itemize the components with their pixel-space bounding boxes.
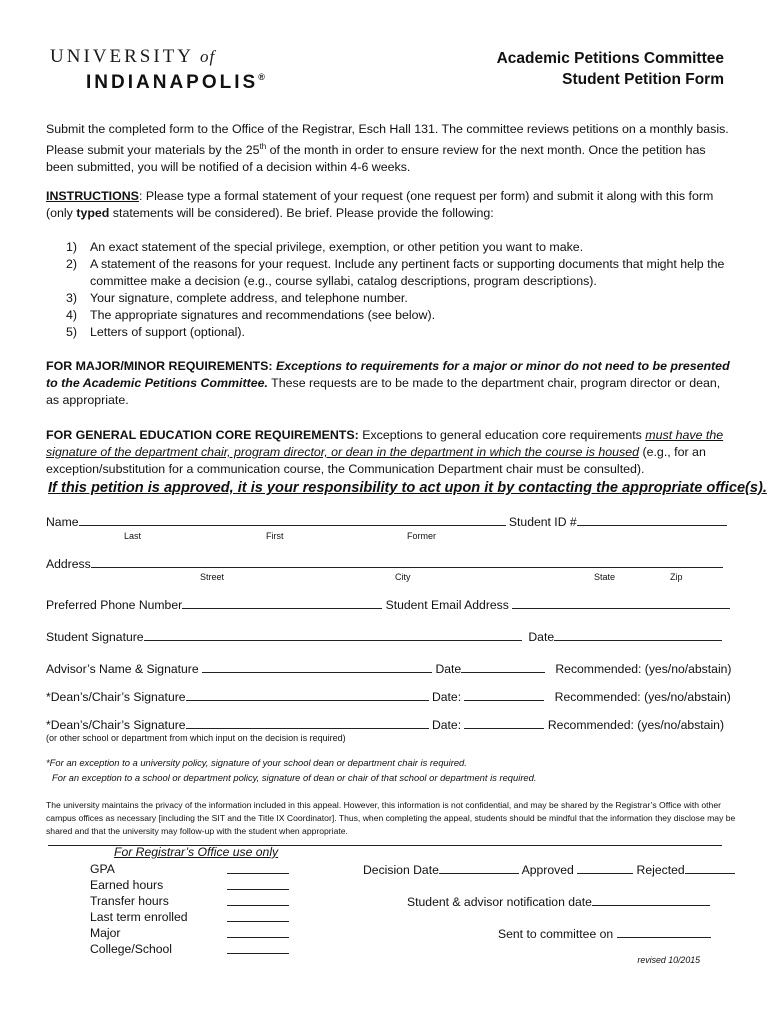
sent-row: [498, 926, 711, 941]
student-signature-field[interactable]: [144, 629, 522, 641]
former-sublabel: Former: [407, 531, 436, 541]
major-label: Major: [90, 926, 121, 940]
privacy-notice: The university maintains the privacy of the information included in this appeal. However, this information is not confidential, and may be shared by the Registrar’s Office with other campus offices as necessary [including the SIT and the Title IX Coordinator]. Thus, when completing the appeal, students should be mindful that the information they disclose may be shared and that the university may follow-up with the student when appropriate.: [46, 800, 736, 836]
street-sublabel: Street: [200, 572, 225, 582]
decision-date-label: Decision Date: [363, 863, 439, 877]
earned-hours-field[interactable]: [227, 878, 289, 890]
dean1-date-label: Date:: [431, 690, 462, 704]
revision-date: revised 10/2015: [637, 955, 700, 965]
dean1-field[interactable]: [186, 689, 429, 701]
registrar-title: For Registrar’s Office use only: [114, 845, 279, 859]
name-label: Name: [46, 515, 79, 529]
college-field[interactable]: [227, 942, 289, 954]
earned-hours-label: Earned hours: [90, 878, 164, 892]
signature-date-label: Date: [528, 630, 555, 644]
dean2-recommendation: Recommended: (yes/no/abstain): [547, 718, 725, 732]
intro-paragraph: Submit the completed form to the Office of the Registrar, Esch Hall 131. The committee reviews petitions on a monthly basis. Please submit your materials by the 25th of the month in order to ensure review for the next month. Once the petition has been submitted, you will be notified of a decision within 4-6 weeks.: [46, 122, 729, 175]
dean2-field[interactable]: [186, 717, 429, 729]
rejected-label: Rejected: [636, 863, 685, 877]
student-id-field[interactable]: [577, 514, 727, 526]
state-sublabel: State: [594, 572, 616, 582]
list-item: 2) A statement of the reasons for your request. Include any pertinent facts or supporting documents that might help the committee make a decision (e.g., course syllabi, catalog descriptions, program descriptions).: [66, 257, 725, 288]
university-logo-line2: INDIANAPOLIS®: [86, 72, 265, 93]
name-field[interactable]: [79, 514, 506, 526]
transfer-hours-field[interactable]: [227, 894, 289, 906]
address-field[interactable]: [91, 556, 723, 568]
approval-warning: If this petition is approved, it is your responsibility to act upon it by contacting the appropriate office(s).: [48, 480, 767, 496]
notification-label: Student & advisor notification date: [407, 895, 592, 909]
signature-row: [46, 629, 722, 644]
dean-note: (or other school or department from which input on the decision is required): [46, 733, 346, 743]
advisor-field[interactable]: [202, 661, 432, 673]
gen-ed-paragraph: FOR GENERAL EDUCATION CORE REQUIREMENTS: Exceptions to general education core requirements must have the signature of the department chair, program director, or dean in the department in which the course is housed (e.g., for an exception/substitution for a communication course, the Communication Department chair must be consulted).: [46, 428, 724, 476]
name-row: [46, 514, 727, 529]
major-field[interactable]: [227, 926, 289, 938]
transfer-hours-label: Transfer hours: [90, 894, 169, 908]
email-field[interactable]: [512, 597, 730, 609]
college-label: College/School: [90, 942, 172, 956]
signature-date-field[interactable]: [554, 629, 722, 641]
last-term-label: Last term enrolled: [90, 910, 188, 924]
zip-sublabel: Zip: [670, 572, 683, 582]
list-item: 5) Letters of support (optional).: [66, 325, 245, 339]
form-subtitle: Student Petition Form: [562, 71, 724, 88]
list-item: 4) The appropriate signatures and recommendations (see below).: [66, 308, 436, 322]
decision-date-field[interactable]: [439, 862, 519, 874]
approved-field[interactable]: [577, 862, 633, 874]
city-sublabel: City: [395, 572, 411, 582]
dean2-date-label: Date:: [431, 718, 462, 732]
decision-row: [363, 862, 735, 877]
address-label: Address: [46, 557, 91, 571]
student-signature-label: Student Signature: [46, 630, 144, 644]
last-term-field[interactable]: [227, 910, 289, 922]
gpa-label: GPA: [90, 862, 115, 876]
dean2-row: [46, 717, 724, 732]
advisor-date-field[interactable]: [461, 661, 545, 673]
first-sublabel: First: [266, 531, 284, 541]
notification-field[interactable]: [592, 894, 710, 906]
policy-note-2: For an exception to a school or department policy, signature of dean or chair of that school or department is required.: [52, 772, 537, 783]
phone-label: Preferred Phone Number: [46, 598, 183, 612]
advisor-recommendation: Recommended: (yes/no/abstain): [555, 662, 732, 676]
instructions-list: [66, 239, 730, 341]
list-item: 3) Your signature, complete address, and telephone number.: [66, 291, 408, 305]
contact-row: [46, 597, 730, 612]
approved-label: Approved: [521, 863, 574, 877]
rejected-field[interactable]: [685, 862, 735, 874]
dean1-recommendation: Recommended: (yes/no/abstain): [554, 690, 731, 704]
dean2-label: *Dean’s/Chair’s Signature: [46, 718, 186, 732]
form-title: Academic Petitions Committee: [496, 50, 724, 67]
university-logo-line1: UNIVERSITY of: [50, 46, 216, 67]
notification-row: [407, 894, 710, 909]
major-minor-paragraph: FOR MAJOR/MINOR REQUIREMENTS: Exceptions to requirements for a major or minor do not need to be presented to the Academic Petitions Committee. These requests are to be made to the department chair, program director or dean, as appropriate.: [46, 359, 730, 407]
advisor-date-label: Date: [435, 662, 462, 676]
email-label: Student Email Address: [385, 598, 509, 612]
gpa-field[interactable]: [227, 862, 289, 874]
dean1-date-field[interactable]: [464, 689, 544, 701]
last-sublabel: Last: [124, 531, 142, 541]
dean1-label: *Dean’s/Chair’s Signature: [46, 690, 186, 704]
instructions-paragraph: INSTRUCTIONS: Please type a formal statement of your request (one request per form) and submit it along with this form (only typed statements will be considered). Be brief. Please provide the following:: [46, 189, 714, 220]
phone-field[interactable]: [182, 597, 382, 609]
list-item: 1) An exact statement of the special privilege, exemption, or other petition you want to make.: [66, 240, 584, 254]
advisor-label: Advisor’s Name & Signature: [46, 662, 199, 676]
policy-note-1: *For an exception to a university policy, signature of your school dean or department chair is required.: [46, 757, 467, 768]
sent-field[interactable]: [617, 926, 711, 938]
dean1-row: [46, 689, 731, 704]
dean2-date-field[interactable]: [464, 717, 544, 729]
sent-label: Sent to committee on: [498, 927, 614, 941]
address-row: [46, 556, 723, 571]
student-id-label: Student ID #: [508, 515, 577, 529]
advisor-row: [46, 661, 732, 676]
